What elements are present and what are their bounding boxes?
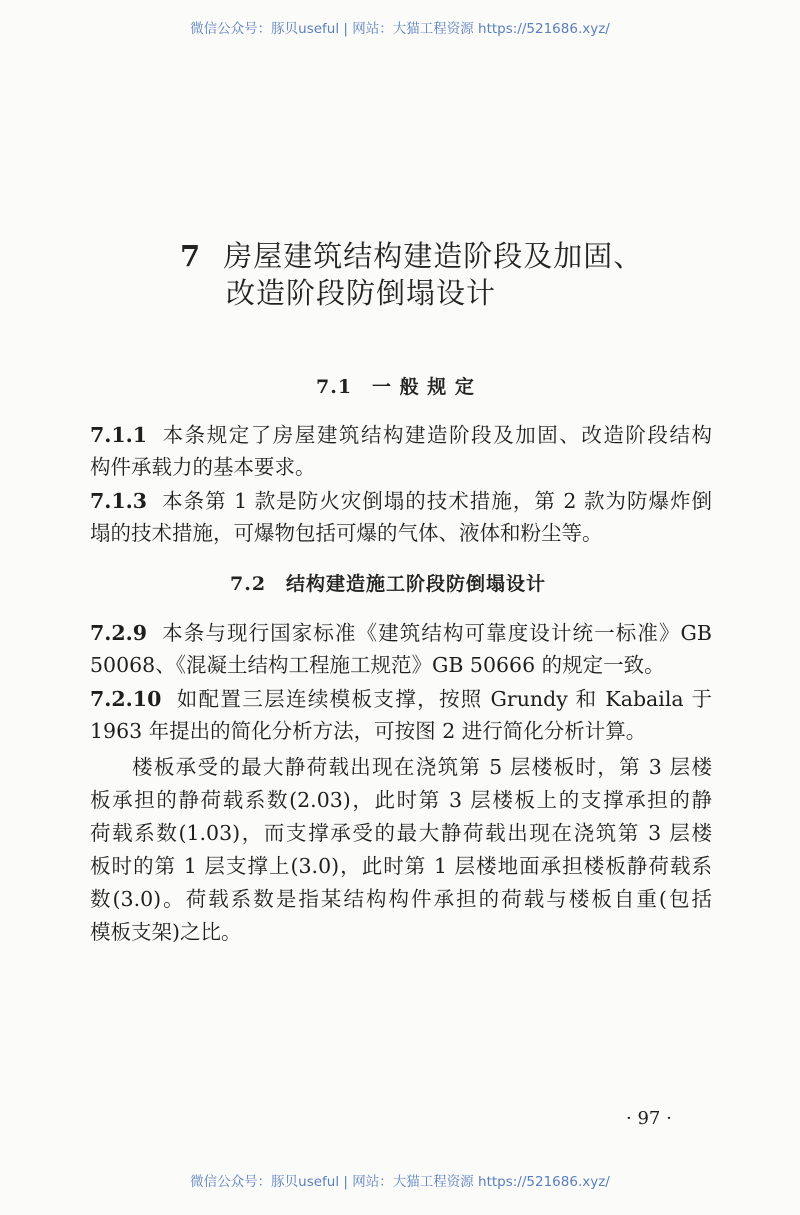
watermark-bottom: 微信公众号：豚贝useful | 网站：大猫工程资源 https://521686.xyz/ [190,1174,610,1190]
clause-number: 7.1.1 [90,423,148,447]
chapter-title-line1 [180,234,643,275]
clause-7-2-9 [90,618,712,648]
watermark-top: 微信公众号：豚贝useful | 网站：大猫工程资源 https://521686.xyz/ [190,21,610,37]
clause-number: 7.2.9 [90,621,148,645]
clause-7-1-1-cont: 构件承载力的基本要求。 [90,455,316,479]
paragraph-line: 板时的第 1 层支撑上(3.0)，此时第 1 层楼地面承担楼板静荷载系 [90,854,712,878]
paragraph-line: 楼板承受的最大静荷载出现在浇筑第 5 层楼板时，第 3 层楼 [132,755,712,779]
clause-7-1-3-cont: 塌的技术措施，可爆物包括可爆的气体、液体和粉尘等。 [90,521,603,545]
clause-number: 7.2.10 [90,687,162,711]
clause-7-2-10 [90,684,712,714]
clause-7-2-9-cont: 50068、《混凝土结构工程施工规范》GB 50666 的规定一致。 [90,653,665,677]
chapter-number: 7 [180,239,202,273]
clause-text: 本条与现行国家标准《建筑结构可靠度设计统一标准》GB [161,621,712,645]
clause-7-2-10-cont: 1963 年提出的简化分析方法，可按图 2 进行简化分析计算。 [90,719,647,743]
clause-7-1-1 [90,420,712,450]
section-heading-7-1: 7.1 一 般 规 定 [316,376,475,398]
paragraph-line: 模板支架)之比。 [90,920,242,944]
clause-number: 7.1.3 [90,489,148,513]
chapter-title-text: 房屋建筑结构建造阶段及加固、 [223,239,644,273]
clause-text: 本条规定了房屋建筑结构建造阶段及加固、改造阶段结构 [161,423,712,447]
paragraph-line: 板承担的静荷载系数(2.03)，此时第 3 层楼板上的支撑承担的静 [90,788,712,812]
clause-text: 如配置三层连续模板支撑，按照 Grundy 和 Kabaila 于 [175,687,712,711]
page-number: · 97 · [626,1108,672,1129]
paragraph-line: 荷载系数(1.03)，而支撑承受的最大静荷载出现在浇筑第 3 层楼 [90,821,712,845]
clause-text: 本条第 1 款是防火灾倒塌的技术措施，第 2 款为防爆炸倒 [161,489,712,513]
chapter-title-line2: 改造阶段防倒塌设计 [226,276,497,310]
section-heading-7-2: 7.2 结构建造施工阶段防倒塌设计 [230,573,547,595]
paragraph-line: 数(3.0)。荷载系数是指某结构构件承担的荷载与楼板自重(包括 [90,887,712,911]
clause-7-1-3 [90,486,712,516]
